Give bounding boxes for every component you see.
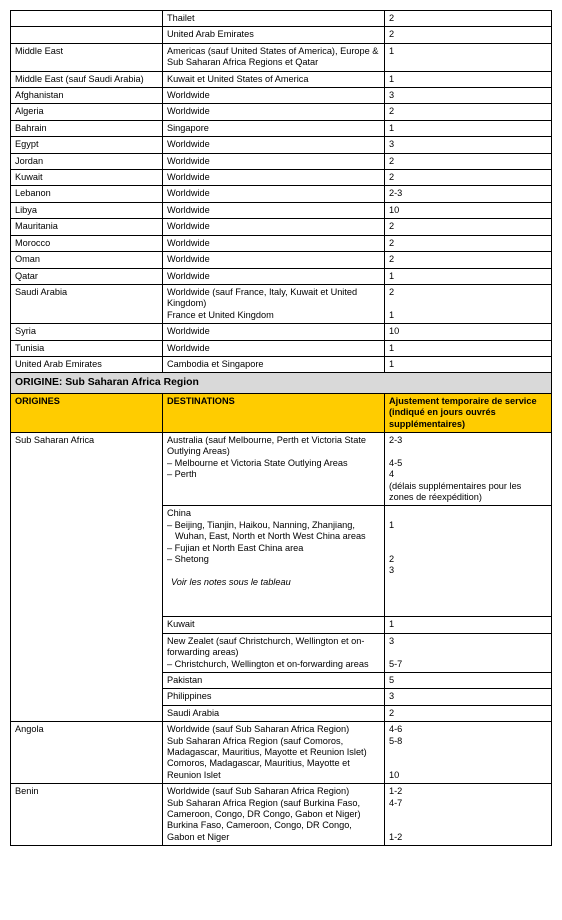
table-row [11, 88, 552, 104]
days-cell: 2 [385, 153, 552, 169]
origin-cell: Algeria [11, 104, 163, 120]
days-cell [385, 633, 552, 672]
days-value: 3 [389, 565, 395, 576]
days-value: 10 [389, 769, 400, 780]
days-cell: 2-3 [385, 186, 552, 202]
days-cell: 2 [385, 27, 552, 43]
days-value: 2 [389, 553, 395, 564]
days-cell: 1 [385, 71, 552, 87]
days-value: 4 [389, 469, 395, 480]
days-cell: 10 [385, 324, 552, 340]
middle-east-rows [11, 11, 552, 285]
origin-cell: Angola [11, 722, 163, 784]
origin-cell: Middle East [11, 43, 163, 71]
destination-line: New Zealet (sauf Christchurch, Wellington et on-forwarding areas) [167, 635, 365, 658]
origin-cell: Syria [11, 324, 163, 340]
days-cell: 3 [385, 88, 552, 104]
days-cell: 10 [385, 202, 552, 218]
destination-cell: Saudi Arabia [163, 705, 385, 721]
table-row [11, 170, 552, 186]
table-row [11, 120, 552, 136]
destination-cell: Worldwide [163, 137, 385, 153]
destination-line: Worldwide (sauf Sub Saharan Africa Region) [167, 724, 350, 735]
origin-cell: Libya [11, 202, 163, 218]
days-note: (délais supplémentaires pour les zones de réexpédition) [389, 480, 522, 502]
days-cell: 1 [385, 340, 552, 356]
section-header-row [11, 373, 552, 393]
origin-cell: United Arab Emirates [11, 356, 163, 372]
destination-cell [163, 506, 385, 617]
destination-cell: Worldwide [163, 252, 385, 268]
table-row [11, 219, 552, 235]
table-row [11, 137, 552, 153]
table-row [11, 268, 552, 284]
destination-cell: Worldwide [163, 88, 385, 104]
saudi-arabia-rows [11, 284, 552, 323]
destination-cell: Worldwide [163, 186, 385, 202]
destination-cell: United Arab Emirates [163, 27, 385, 43]
destination-cell: Worldwide [163, 170, 385, 186]
table-row [11, 186, 552, 202]
table-row [11, 71, 552, 87]
origin-cell: Afghanistan [11, 88, 163, 104]
days-cell: 2 [385, 252, 552, 268]
column-header-origins: ORIGINES [11, 393, 163, 432]
table-row [11, 11, 552, 27]
table-row [11, 202, 552, 218]
destination-cell: Worldwide [163, 219, 385, 235]
destination-cell [163, 284, 385, 323]
destination-cell: Worldwide [163, 340, 385, 356]
table-row [11, 340, 552, 356]
destination-subline: – Melbourne et Victoria State Outlying Areas [167, 457, 348, 468]
table-row [11, 284, 552, 323]
origin-cell: Kuwait [11, 170, 163, 186]
days-value: 2-3 [389, 434, 403, 445]
destination-cell: Cambodia et Singapore [163, 356, 385, 372]
days-value: 4-7 [389, 797, 403, 808]
days-cell [385, 722, 552, 784]
origin-cell: Jordan [11, 153, 163, 169]
destination-line: Australia (sauf Melbourne, Perth et Victoria State Outlying Areas) [167, 434, 366, 457]
days-value: 2 [389, 286, 395, 297]
origin-cell [11, 27, 163, 43]
destination-cell: Worldwide [163, 268, 385, 284]
destination-subline: – Christchurch, Wellington et on-forwarding areas [167, 658, 369, 669]
service-table-container [10, 10, 551, 846]
table-row [11, 324, 552, 340]
destination-line: China [167, 508, 192, 519]
destination-line: Sub Saharan Africa Region (sauf Comoros, Madagascar, Mauritius, Mayotte et Reunion Islet) [167, 735, 367, 758]
origin-cell [11, 11, 163, 27]
days-cell: 3 [385, 689, 552, 705]
destination-cell: Pakistan [163, 673, 385, 689]
days-cell: 1 [385, 617, 552, 633]
days-cell [385, 506, 552, 617]
days-value: 5-8 [389, 735, 403, 746]
destination-line: Worldwide (sauf Sub Saharan Africa Region) [167, 786, 350, 797]
destination-cell: Kuwait et United States of America [163, 71, 385, 87]
table-row [11, 784, 552, 846]
days-cell: 5 [385, 673, 552, 689]
days-value: 1-2 [389, 831, 403, 842]
destination-cell: Thailet [163, 11, 385, 27]
destination-line: Sub Saharan Africa Region (sauf Burkina Faso, Cameroon, Congo, DR Congo, Gabon et Niger) [167, 797, 361, 820]
destination-cell: Worldwide [163, 235, 385, 251]
table-row [11, 27, 552, 43]
destination-subline: – Fujian et North East China area [167, 542, 304, 553]
origin-cell: Mauritania [11, 219, 163, 235]
days-value: 5-7 [389, 658, 403, 669]
origin-cell: Oman [11, 252, 163, 268]
destination-subline: – Perth [167, 469, 197, 480]
table-row [11, 432, 552, 505]
origin-cell: Egypt [11, 137, 163, 153]
days-value: 1 [389, 309, 395, 320]
see-notes-text: Voir les notes sous le tableau [171, 576, 291, 587]
sub-saharan-section [11, 373, 552, 846]
destination-cell [163, 432, 385, 505]
table-row [11, 104, 552, 120]
destination-cell: Americas (sauf United States of America), Europe & Sub Saharan Africa Regions et Qatar [163, 43, 385, 71]
table-row [11, 43, 552, 71]
column-header-row [11, 393, 552, 432]
days-cell: 1 [385, 120, 552, 136]
days-cell: 1 [385, 268, 552, 284]
days-cell [385, 432, 552, 505]
destination-cell [163, 784, 385, 846]
days-value: 4-6 [389, 724, 403, 735]
destination-cell: Worldwide [163, 153, 385, 169]
origin-cell: Qatar [11, 268, 163, 284]
table-row [11, 722, 552, 784]
section-title: ORIGINE: Sub Saharan Africa Region [11, 373, 552, 393]
destination-cell [163, 633, 385, 672]
days-value: 1 [389, 519, 395, 530]
days-cell [385, 784, 552, 846]
destination-line: Comoros, Madagascar, Mauritius, Mayotte et Reunion Islet [167, 758, 350, 780]
destination-subline: – Shetong [167, 554, 209, 565]
days-value: 3 [389, 635, 395, 646]
days-cell: 3 [385, 137, 552, 153]
days-cell: 2 [385, 235, 552, 251]
column-header-destinations: DESTINATIONS [163, 393, 385, 432]
table-row [11, 153, 552, 169]
destination-subline: – Beijing, Tianjin, Haikou, Nanning, Zhanjiang, Wuhan, East, North et North West China areas [167, 519, 366, 542]
table-row [11, 356, 552, 372]
origin-cell: Sub Saharan Africa [11, 432, 163, 721]
days-cell: 2 [385, 219, 552, 235]
destination-cell [163, 722, 385, 784]
days-value: 4-5 [389, 457, 403, 468]
origin-cell: Benin [11, 784, 163, 846]
origin-cell: Middle East (sauf Saudi Arabia) [11, 71, 163, 87]
origin-cell: Bahrain [11, 120, 163, 136]
days-value: 1-2 [389, 786, 403, 797]
destination-line: Worldwide (sauf France, Italy, Kuwait et United Kingdom) [167, 286, 358, 309]
table-row [11, 235, 552, 251]
origin-cell: Saudi Arabia [11, 284, 163, 323]
destination-cell: Worldwide [163, 324, 385, 340]
destination-line: France et United Kingdom [167, 309, 274, 320]
days-cell: 2 [385, 11, 552, 27]
destination-line: Burkina Faso, Cameroon, Congo, DR Congo, Gabon et Niger [167, 820, 352, 842]
destination-cell: Singapore [163, 120, 385, 136]
destination-cell: Worldwide [163, 104, 385, 120]
middle-east-rows-2 [11, 324, 552, 373]
origin-cell: Tunisia [11, 340, 163, 356]
service-adjustment-table [10, 10, 552, 846]
days-cell: 2 [385, 705, 552, 721]
column-header-adjustment: Ajustement temporaire de service (indiqué en jours ouvrés supplémentaires) [385, 393, 552, 432]
destination-cell: Philippines [163, 689, 385, 705]
days-cell: 2 [385, 170, 552, 186]
destination-cell: Worldwide [163, 202, 385, 218]
days-cell: 1 [385, 43, 552, 71]
days-cell: 1 [385, 356, 552, 372]
origin-cell: Lebanon [11, 186, 163, 202]
days-cell [385, 284, 552, 323]
days-cell: 2 [385, 104, 552, 120]
destination-cell: Kuwait [163, 617, 385, 633]
origin-cell: Morocco [11, 235, 163, 251]
table-row [11, 252, 552, 268]
